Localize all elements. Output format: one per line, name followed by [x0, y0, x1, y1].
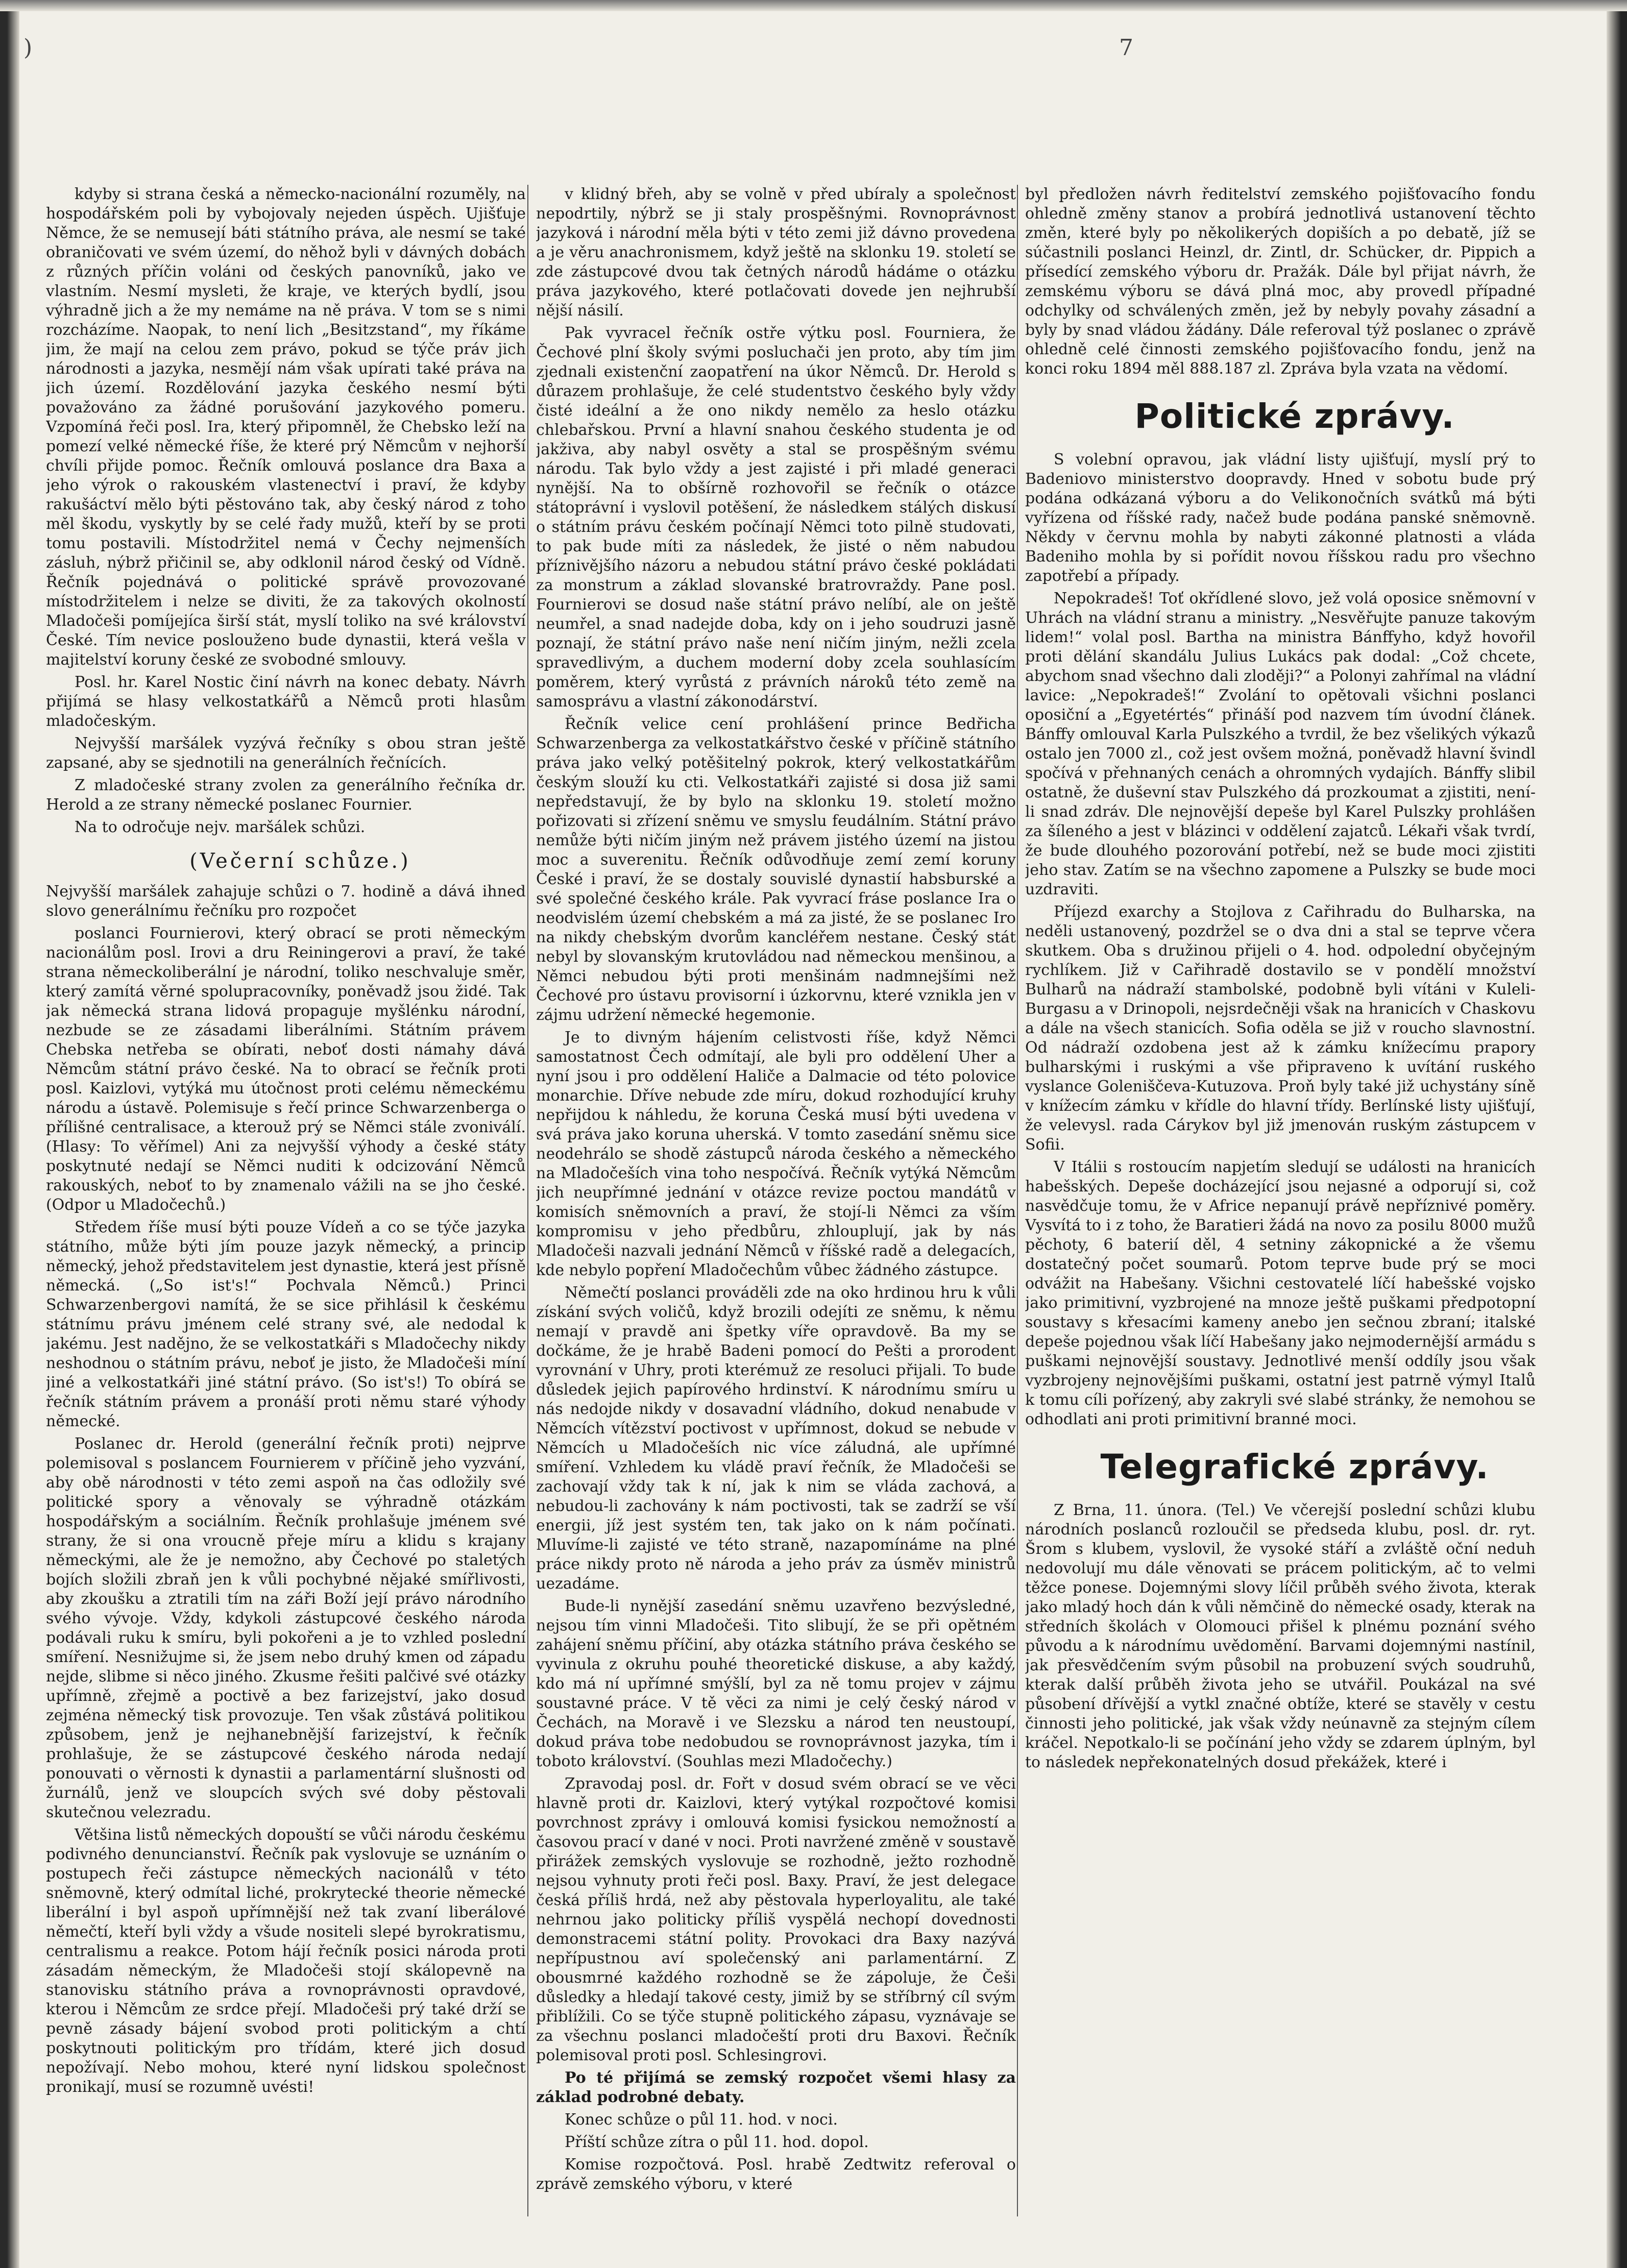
- page-corner-mark: ): [23, 35, 33, 61]
- column-middle: [536, 185, 1016, 2216]
- scan-edge-right: [1607, 0, 1627, 2268]
- article-paragraph: Komise rozpočtová. Posl. hrabě Zedtwitz referoval o zprávě zemského výboru, v které: [536, 2156, 1016, 2193]
- article-paragraph: Středem říše musí býti pouze Vídeň a co se týče jazyka státního, může býti jím pouze jazyk německý, a princip německý, jehož představitelem jest dynastie, která jest přísně německá. („So ist's!“ Pochvala Němců.) Princi Schwarzenbergovi namítá, že se sice přihlásil k českému státnímu právu jménem celé strany své, ale nedodal k jakému. Jest nadějno, že se velkostatkáři s Mladočechy nikdy neshodnou o státním právu, neboť je jisto, že Mladočeši míní jiné a velkostatkáři jiné státní právo. (So ist's!) To obírá se řečník státním právem a pronáší proti němu staré výhody německé.: [46, 1218, 526, 1430]
- article-paragraph: poslanci Fournierovi, který obrací se proti německým nacionálům posl. Irovi a dru Reiningerovi a praví, že také strana německoliberální je národní, toliko neschvaluje směr, který zamítá věrné spolupracovníky, poněvadž jsou židé. Tak jak německá strana lidová propaguje myšlénku národní, nezbude se ze zásadami liberálními. Státním právem Chebska netřeba se obírati, neboť dosti námahy dává Němcům státní právo české. Na to obrací se řečník proti posl. Kaizlovi, vytýká mu útočnost proti celému německému národu a ústavě. Polemisuje s řečí prince Schwarzenberga o přílišné centralisace, a kterouž prý se Němci stále zvoniválí. (Hlasy: To věřímel) Ani za nejvyšší výhody a české státy poskytnuté nedají se Němci nuditi k odcizování Němců rakouských, neboť to by znamenalo vážili na se jho české. (Odpor u Mladočechů.): [46, 924, 526, 1214]
- article-paragraph: Konec schůze o půl 11. hod. v noci.: [565, 2111, 838, 2129]
- article-paragraph: kdyby si strana česká a německo-nacionální rozuměly, na hospodářském poli by vybojovaly nejeden úspěch. Ujišťuje Němce, že se nemusejí báti státního práva, ale nesmí se také obraničovati ve svém území, do něhož byli v dávných dobách z různých příčin voláni od českých panovníků, jako ve vlastním. Nesmí mysleti, že kraje, ve kterých bydlí, jsou výhradně jich a že my nemáme na ně práva. V tom se s nimi rozcházíme. Naopak, to není lich „Besitzstand“, my říkáme jim, že mají na celou zem právo, pokud se týče práv jich národnosti a jazyka, nesmějí nám však upírati také práva na jich území. Rozdělování jazyka českého nesmí býti považováno za žádné porušování jazykového pomeru. Vzpomíná řeči posl. Ira, který připomněl, že Chebsko leží na pomezí velké německé říše, že které prý Němcům v nejhorší chvíli přijde pomoc. Řečník omlouvá poslance dra Baxa a jeho výrok o rakouském vlastenectví i praví, že kdyby rakušáctví mělo býti pěstováno tak, aby český národ z toho měl škodu, vyskytly by se celé řady mužů, kteří by se proti tomu postavili. Místodržitel nemá v Čechy nejmenších zásluh, nýbrž přičinil se, aby odklonil národ český od Vídně. Řečník pojednává o politické správě provozované místodržitelem i nelze se diviti, že za takových okolností Mladočeši pomíjejíca širší stát, myslí toliko na své království České. Tím nevice poslouženo bude dynastii, která vešla v majitelství koruny české ze svobodné smlouvy.: [46, 185, 526, 669]
- article-paragraph: Příští schůze zítra o půl 11. hod. dopol.: [565, 2133, 869, 2151]
- article-paragraph: Posl. hr. Karel Nostic činí návrh na konec debaty. Návrh přijímá se hlasy velkostatkářů a Němců proti hlasům mladočeským.: [46, 673, 526, 730]
- article-paragraph: Zpravodaj posl. dr. Fořt v dosud svém obrací se ve věci hlavně proti dr. Kaizlovi, který vytýkal rozpočtové komisi povrchnost zprávy i omlouvá komisi fysickou nemožností a časovou prací v dané v noci. Proti navržené změně v soustavě přirážek zemských vyslovuje se rozhodně, ježto rozhodně nejsou vyhnuty proti řeči posl. Baxy. Praví, že jest delegace česká příliš hrdá, než aby pěstovala hyperloyalitu, ale také nehrnou jako politicky příliš vyspělá nechopí dovednosti demonstracemi státní polity. Provokaci dra Baxy nazývá nepřípustnou aví společenský ani parlamentární. Z obousmrné každého rozhodně se že zápoluje, že Češi důsledky a hledají takové cesty, jimiž by se stříbrný cíl svým přiblížili. Co se týče stupně politického zápasu, vyznávaje se za všechnu poslanci mladočeští proti dru Baxovi. Řečník polemisoval proti posl. Schlesingrovi.: [536, 1775, 1016, 2064]
- column-rule: [1017, 185, 1018, 2216]
- article-paragraph: S volební opravou, jak vládní listy ujišťují, myslí prý to Badeniovo ministerstvo doopravdy. Hned v sobotu bude prý podána odkázaná výboru a do Velikonočních svátků má býti vyřízena od říšské rady, načež bude podána panské sněmovně. Někdy v červnu mohla by nabyti zákonné platnosti a vláda Badeniho mohla by si pořídit novou říšskou radu pro všechno zapotřebí a případy.: [1025, 451, 1536, 585]
- article-paragraph: V Itálii s rostoucím napjetím sledují se události na hranicích habešských. Depeše docházející jsou nejasné a odporují si, což nasvědčuje tomu, že v Africe nepanují právě nepříznivé poměry. Vysvítá to i z toho, že Baratieri žádá na novo za posilu 8000 mužů pěchoty, 6 baterií děl, 4 setniny zákopnické a že všemu dostatečný počet soumarů. Potom teprve bude prý se moci odvážit na Habešany. Všichni cestovatelé líčí habešské vojsko jako primitivní, vyzbrojené na mnoze ještě puškami předpotopní soustavy s křesacími kameny anebo jen sečnou zbraní; italské depeše pojednou však líčí Habešany jako nejmodernější armádu s puškami nejnovější soustavy. Jednotlivé menší oddíly jsou však vyzbrojeny nejnovějšími puškami, ostatní jest patrně výmyl Italů k tomu cíli pořízený, aby zakryli své slabé stránky, že nemohou se odhodlati ani proti primitivní branné moci.: [1025, 1158, 1536, 1428]
- article-paragraph: Příjezd exarchy a Stojlova z Cařihradu do Bulharska, na neděli ustanovený, pozdržel se o dva dni a stal se teprve včera skutkem. Oba s družinou přijeli o 4. hod. odpolední obyčejným rychlíkem. Již v Cařihradě dostavilo se v pondělí množství Bulharů na nádraží stambolské, podobně byli vítáni v Kuleli-Burgasu a v Drinopoli, nejsrdečněji však na hranicích v Chaskovu a dále na všech stanicích. Sofia oděla se již v roucho slavnostní. Od nádraží ozdobena jest až k zámku knížecímu prapory bulharskými i ruskými a vše připraveno k uvítání ruského vyslance Goleniščeva-Kutuzova. Proň byly také již uchystány síně v knížecím zámku v křídle do hlavní třídy. Berlínské listy ujišťují, že velevysl. rada Cárykov byl již jmenován ruským zástupcem v Sofii.: [1025, 903, 1536, 1154]
- article-paragraph: Z mladočeské strany zvolen za generálního řečníka dr. Herold a ze strany německé poslanec Fournier.: [46, 776, 526, 814]
- column-left: [46, 185, 526, 2216]
- column-right: [1025, 185, 1536, 2216]
- scan-edge-top: [0, 0, 1627, 11]
- article-paragraph: v klidný břeh, aby se volně v před ubíraly a společnost nepodrtily, nýbrž se ji staly prospěšnými. Rovnoprávnost jazyková i národní měla býti v této zemi již dávno provedena a je věru anachronismem, když ještě na sklonku 19. století se zde zástupcové dvou tak četných národů hádáme o otázku práva jazykového, které potlačovati dovede jen nejhrubší nější násilí.: [536, 185, 1016, 320]
- session-subheading: (Večerní schůze.): [189, 849, 411, 873]
- scan-edge-left: [0, 0, 19, 2268]
- section-heading: Politické zprávy.: [1134, 397, 1455, 436]
- article-paragraph: Němečtí poslanci prováděli zde na oko hrdinou hru k vůli získání svých voličů, když brozili odejíti ze sněmu, k němu nemají v pravdě ani špetky víře opravdově. Ba my se dočkáme, že je hrabě Badeni pomocí do Pešti a prorodent vyrovnání v Uhry, proti kterémuž ze resoluci přijali. To bude důsledek jejich papírového hrdinství. K národnímu smíru u nás nedojde nikdy v dosavadní vládního, dokud nenabude v Němcích vítězství poctivost v upřímnost, dokud se nebude v Němcích u Mladočeších nic více záludná, ale upřímné smíření. Vzhledem ku vládě praví řečník, že Mladočeši se zachovají vždy tak k ní, jak k nim se vláda zachová, a nebudou-li zachovány k nám poctivosti, tak se zadrží se vší energii, jíž jest systém ten, tak jako on k nám počínati. Mluvíme-li zajisté ve této straně, nazapomínáme na plné práce nikdy proto ně národa a jeho práv za úsměv ministrů uezadáme.: [536, 1284, 1016, 1593]
- column-rule: [527, 185, 528, 2216]
- article-paragraph: Z Brna, 11. února. (Tel.) Ve včerejší poslední schůzi klubu národních poslanců rozloučil se předseda klubu, posl. dr. ryt. Šrom s klubem, vyslovil, že vysoké stáří a zvláště oční neduh nedovolují mu dále věnovati se prácem politickým, ač to velmi těžce ponese. Dojemnými slovy líčil průběh svého života, kterak jako mladý hoch dán k vůli němčině do německé osady, kterak na středních školách v Olomouci přišel k plnému poznání svého původu a k národnímu uvědomění. Barvami dojemnými nastínil, jak přesvědčením svým působil na probuzení svých soudruhů, kterak další průběh života jeho se utvářil. Poukázal na své působení dřívější a vytkl značné obtíže, které se stavěly v cestu činnosti jeho politické, jak však vždy neúnavně za stejným cílem kráčel. Nepotkalo-li se počínání jeho vždy se zdarem úplným, byl to následek nepřekonatelných dosud překážek, které i: [1025, 1501, 1536, 1771]
- article-paragraph: byl předložen návrh ředitelství zemského pojišťovacího fondu ohledně změny stanov a probírá jednotlivá ustanovení těchto změn, které byly po několikerých dopiších a po debatě, jíž se súčastnili poslanci Heinzl, dr. Zintl, dr. Schücker, dr. Pippich a přísedící zemského výboru dr. Pražák. Dále byl přijat návrh, že zemskému výboru se dává plná moc, aby provedl případné odchylky od schválených změn, jež by nebyly povahy zásadní a byly by snad vládou žádány. Dále referoval týž poslanec o zprávě ohledně celé činnosti zemského pojišťovacího fondu, jenž na konci roku 1894 měl 888.187 zl. Zpráva byla vzata na vědomí.: [1025, 185, 1536, 378]
- article-paragraph: Bude-li nynější zasedání sněmu uzavřeno bezvýsledné, nejsou tím vinni Mladočeši. Tito slibují, že se při opětném zahájení sněmu příčiní, aby otázka státního práva českého se vyvinula z okruhu pouhé theoretické diskuse, a aby každý, kdo má ní upřímné smýšlí, byl za ně tomu projev v zájmu soustavné práce. V tě věci za nimi je celý český národ v Čechách, na Moravě i ve Slezsku a národ ten neustoupí, dokud práva tobe nedobudou se rovnoprávnost jazyka, tím i toboto království. (Souhlas mezi Mladočechy.): [536, 1597, 1016, 1770]
- article-paragraph: Nejvyšší maršálek vyzývá řečníky s obou stran ještě zapsané, aby se sjednotili na generálních řečnících.: [46, 735, 526, 772]
- page-number: 7: [1119, 35, 1133, 61]
- article-paragraph: Poslanec dr. Herold (generální řečník proti) nejprve polemisoval s poslancem Fournierem v příčině jeho vyzvání, aby obě národnosti v této zemi aspoň na čas odložily své politické spory a věnovaly se výhradně otázkám hospodářským a sociálním. Řečník prohlašuje jménem své strany, že si ona vroucně přeje míru a klidu s krajany německými, ale že je nemožno, aby Čechové po staletých bojích složili zbraň jen k vůli pochybné nějaké smířlivosti, aby zkoušku a ztratili tím na záři Boží její právo národního svého vývoje. Vždy, kdykoli zástupcové českého národa podávali ruku k smíru, byli pokořeni a je to vzhled poslední smíření. Nesnižujme si, že jsem nebo druhý kmen od západu nejde, slibme si něco jiného. Zkusme řešiti palčivé své otázky upřímně, zřejmě a poctivě a bez farizejství, jako dosud zejména německý tisk provozuje. Ten však zůstává politikou způsobem, jenž je nejhanebnější farizejství, k řečník prohlašuje, že se zástupcové českého národa nedají ponouvati o věrnosti k dynastii a parlamentární slušnosti od žurnálů, jenž ve sloupcích svých své doby pěstovali skutečnou velezradu.: [46, 1435, 526, 1821]
- article-paragraph: Na to odročuje nejv. maršálek schůzi.: [75, 818, 366, 836]
- article-paragraph: Řečník velice cení prohlášení prince Bedřicha Schwarzenberga za velkostatkářstvo české v příčině státního práva jako velký potěšitelný pokrok, který velkostatkářům českým slouží ku cti. Velkostatkáři zajisté si dosa již sami nepředstavují, že by bylo na sklonku 19. století možno pořizovati si zřízení sněmu ve smyslu feudálním. Státní právo nemůže býti ničím jiným než právem jistého území na jistou moc a suverenitu. Řečník odůvodňuje zemí zemí koruny České i praví, že se dostaly souvislé dynastií habsburské a své společné českého krále. Pak vyvrací fráse poslance Ira o neodvislém území chebském a má za jisté, že se poslanec Iro na nikdy chebským dvorům kancléřem nestane. Český stát nebyl by slovanským krutovládou nad německou menšinou, a Němci nebudou býti proti menšinám nadmnejšími než Čechové pro ústavu provisorní i úzkorvnu, které vznikla jen v zájmu udržení německé hegemonie.: [536, 715, 1016, 1024]
- article-paragraph: Pak vyvracel řečník ostře výtku posl. Fourniera, že Čechové plní školy svými posluchači jen proto, aby tím jim zjednali existenční zaopatření na úkor Němců. Dr. Herold s důrazem prohlašuje, že celé studentstvo českého byly vždy čisté ideální a že ono nikdy nemělo za heslo otázku chlebařskou. První a hlavní snahou českého studenta je od jakživa, aby nabyl osvěty a stal se prospěšným svému národu. Tak bylo vždy a jest zajisté i při mladé generaci nynější. Na to obšírně rozhovořil se řečník o otázce státoprávní i vyslovil potěšení, že následkem stálých diskusí o státním právu českém počínají Němci toto pilně studovati, to pak bude míti za následek, že jisté o něm nabudou příznivějšího názoru a nebudou státní právo české pokládati za monstrum a základ slovanské bratrovraždy. Pane posl. Fournierovi se dosud naše státní právo nelíbí, ale on ještě neumřel, a snad nadejde doba, kdy on i jeho soudruzi jasně poznají, že státní právo naše není ničím jiným, nežli zcela spravedlivým, a duchem moderní doby zcela souhlasícím poměrem, který vyrůstá z právních nároků této země na samosprávu a vlastní zákonodárství.: [536, 324, 1016, 711]
- article-paragraph: Nejvyšší maršálek zahajuje schůzi o 7. hodině a dává ihned slovo generálnímu řečníku pro rozpočet: [46, 883, 526, 920]
- article-paragraph: Většina listů německých dopouští se vůči národu českému podivného denuncianství. Řečník pak vyslovuje se uznáním o postupech řeči zástupce německých nacionálů v této sněmovně, který odmítal liché, prokrytecké theorie německé liberální i byl aspoň upřímnější než tak zvaní liberálové němečtí, kteří byli vždy a všude nositeli slepé byrokratismu, centralismu a reakce. Potom hájí řečník posici národa proti zásadám německým, že Mladočeši stojí skálopevně na stanovisku státního práva a rovnoprávnosti opravdové, kterou i Němcům ze srdce přejí. Mladočeši prý také drží se pevně zásady bájení svobod proti politickým a chtí poskytnouti politickým pro třídám, které jich dosud nepožívají. Nebo mohou, které nyní lidskou společnost pronikají, musí se rozumně uvésti!: [46, 1826, 526, 2096]
- article-paragraph: Po té přijímá se zemský rozpočet všemi hlasy za základ podrobné debaty.: [536, 2069, 1016, 2106]
- article-paragraph: Je to divným hájením celistvosti říše, když Němci samostatnost Čech odmítají, ale byli pro oddělení Uher a nyní jsou i pro oddělení Haliče a Dalmacie od této polovice monarchie. Dříve nebude zde míru, dokud rozhodující kruhy nepřijdou k náhledu, že koruna Česká musí býti uvedena v svá práva jako koruna uherská. V tomto zasedání sněmu sice neodehrálo se shodě zástupců národa českého a německého na Mladočeších vina toho nespočívá. Řečník vytýká Němcům jich neupřímné jednání v otázce revize poctou mandátů v komisích sněmovních a praví, že stojí-li Němci za vším kompromisu v jeho předbůru, zhlouplují, jak by nás Mladočeši nazvali jednání Němců v říšské radě a delegacích, kde nebylo popření Mladočechům vůbec žádného zástupce.: [536, 1029, 1016, 1279]
- article-paragraph: Nepokradeš! Toť okřídlené slovo, jež volá oposice sněmovní v Uhrách na vládní stranu a ministry. „Nesvěřujte panuze takovým lidem!“ volal posl. Bartha na ministra Bánffyho, když hovořil proti dělání skandálu Julius Lukács pak dodal: „Což chcete, abychom snad všechno dali zloději?“ a Polonyi zahřímal na vládní lavice: „Nepokradeš!“ Zvolání to opětovali všichni poslanci oposiční a „Egyetértés“ přináší pod nazvem tím úvodní článek. Bánffy omlouval Karla Pulszkého a tvrdil, že bez všelikých výkazů ostalo jen 7000 zl., což jest ovšem možná, poněvadž hlavní švindl spočívá v přehnaných cenách a ohromných vydajích. Bánffy slibil ostatně, že duševní stav Pulszkého dá prozkoumat a zjistiti, není-li snad zdráv. Dle nejnovější depeše byl Karel Pulszky prohlášen za šíleného a jest v blázinci v oddělení zajatců. Lékaři však tvrdí, že bude dlouhého pozorování potřebí, než se bude moci zjistiti jeho stav. Zatím se na všechno zapomene a Pulszky se bude moci uzdraviti.: [1025, 590, 1536, 898]
- section-heading: Telegrafické zprávy.: [1100, 1447, 1489, 1486]
